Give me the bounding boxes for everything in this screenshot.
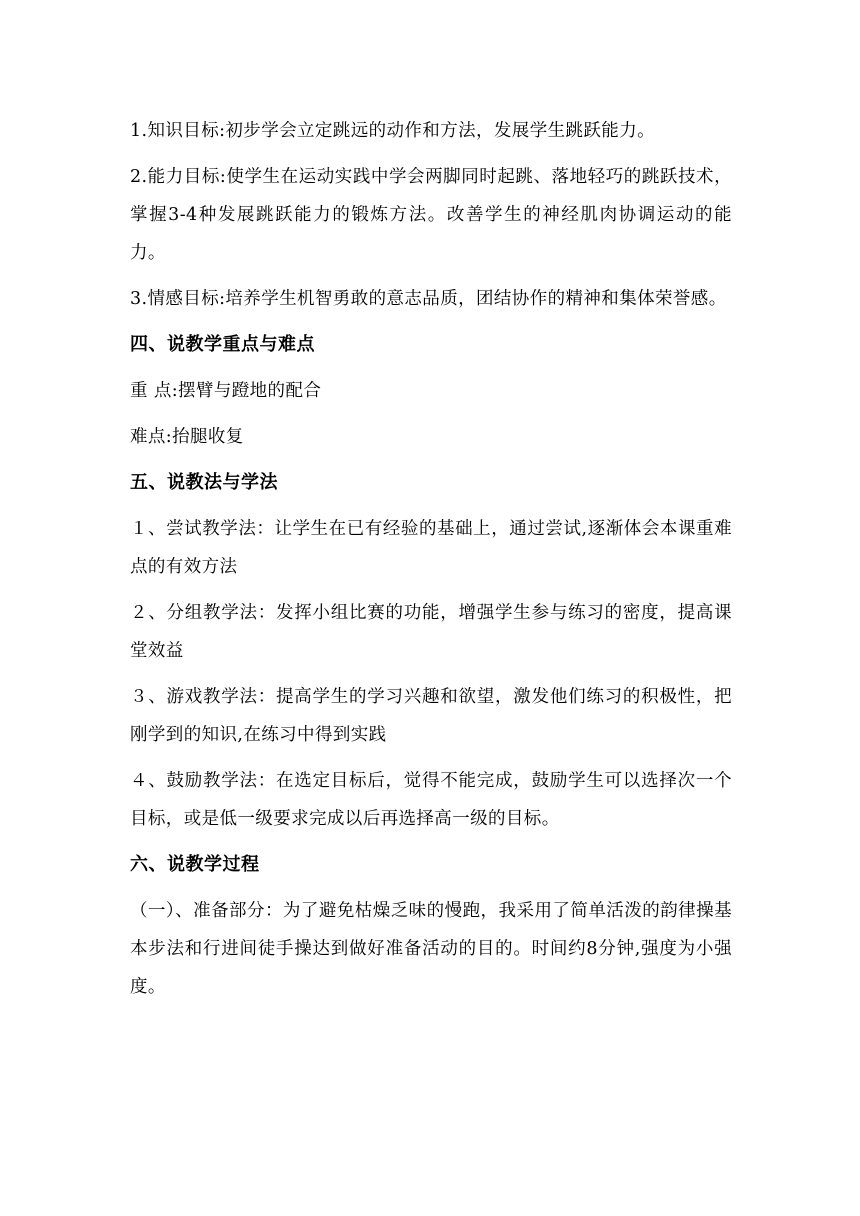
objective-knowledge: 1.知识目标:初步学会立定跳远的动作和方法，发展学生跳跃能力。 xyxy=(130,121,655,141)
method-item: ２、分组教学法：发挥小组比赛的功能，增强学生参与练习的密度，提高课堂效益 xyxy=(130,603,732,661)
key-point: 重 点:摆臂与蹬地的配合 xyxy=(130,381,322,401)
section-heading-key-points: 四、说教学重点与难点 xyxy=(130,334,315,355)
difficult-point: 难点:抬腿收复 xyxy=(130,427,244,447)
objective-emotion: 3.情感目标:培养学生机智勇敢的意志品质，团结协作的精神和集体荣誉感。 xyxy=(130,289,727,309)
method-item: ３、游戏教学法：提高学生的学习兴趣和欲望，激发他们练习的积极性，把刚学到的知识,在练习中得到实践 xyxy=(130,687,732,745)
section-heading-methods: 五、说教法与学法 xyxy=(130,472,278,493)
objective-ability: 2.能力目标:使学生在运动实践中学会两脚同时起跳、落地轻巧的跳跃技术，掌握3-4种发展跳跃能力的锻炼方法。改善学生的神经肌肉协调运动的能力。 xyxy=(130,167,732,263)
document-page xyxy=(130,112,732,1014)
method-item: １、尝试教学法：让学生在已有经验的基础上，通过尝试,逐渐体会本课重难点的有效方法 xyxy=(130,519,732,577)
method-item: ４、鼓励教学法：在选定目标后，觉得不能完成，鼓励学生可以选择次一个目标，或是低一级要求完成以后再选择高一级的目标。 xyxy=(130,771,732,829)
process-preparation: （一）、准备部分：为了避免枯燥乏味的慢跑，我采用了简单活泼的韵律操基本步法和行进间徒手操达到做好准备活动的目的。时间约8分钟,强度为小强度。 xyxy=(130,901,732,997)
section-heading-process: 六、说教学过程 xyxy=(130,854,260,875)
